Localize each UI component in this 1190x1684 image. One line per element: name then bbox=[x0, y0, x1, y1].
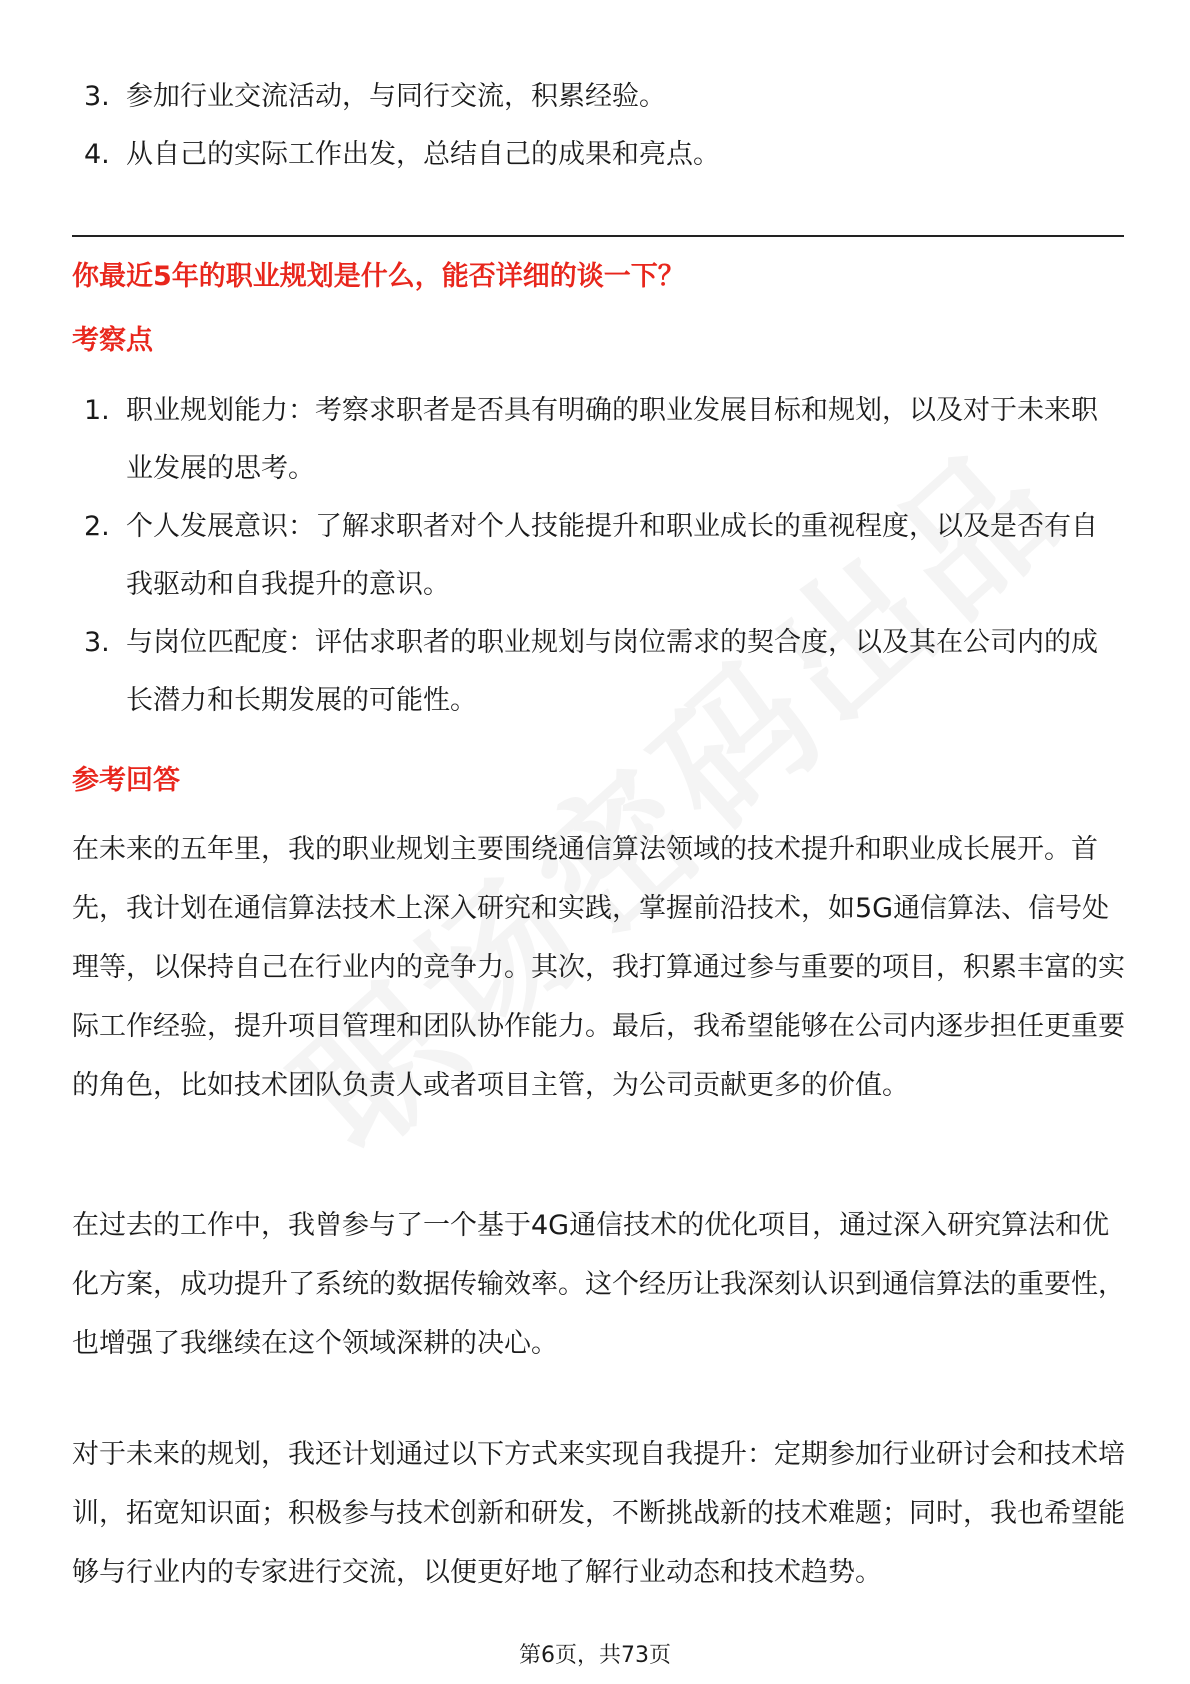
page-number: 第6页，共73页 bbox=[519, 1643, 671, 1668]
list-text: 从自己的实际工作出发，总结自己的成果和亮点。 bbox=[126, 139, 720, 170]
list-item bbox=[72, 614, 1122, 730]
list-number: 2. bbox=[84, 511, 110, 542]
list-item bbox=[72, 498, 1122, 614]
list-text: 个人发展意识：了解求职者对个人技能提升和职业成长的重视程度，以及是否有自我驱动和自我提升的意识。 bbox=[126, 511, 1098, 600]
answer-paragraph: 对于未来的规划，我还计划通过以下方式来实现自我提升：定期参加行业研讨会和技术培训，拓宽知识面；积极参与技术创新和研发，不断挑战新的技术难题；同时，我也希望能够与行业内的专家进行交流，以便更好地了解行业动态和技术趋势。 bbox=[72, 1439, 1125, 1588]
answer-paragraph: 在过去的工作中，我曾参与了一个基于4G通信技术的优化项目，通过深入研究算法和优化方案，成功提升了系统的数据传输效率。这个经历让我深刻认识到通信算法的重要性，也增强了我继续在这个领域深耕的决心。 bbox=[72, 1210, 1125, 1359]
list-item bbox=[72, 126, 1122, 184]
list-item bbox=[72, 382, 1122, 498]
list-text: 职业规划能力：考察求职者是否具有明确的职业发展目标和规划，以及对于未来职业发展的思考。 bbox=[126, 395, 1098, 484]
list-text: 与岗位匹配度：评估求职者的职业规划与岗位需求的契合度，以及其在公司内的成长潜力和长期发展的可能性。 bbox=[126, 627, 1098, 716]
previous-answer-list bbox=[72, 68, 1122, 184]
answer-heading: 参考回答 bbox=[72, 765, 180, 796]
list-number: 3. bbox=[84, 81, 110, 112]
list-number: 3. bbox=[84, 627, 110, 658]
points-heading: 考察点 bbox=[72, 325, 153, 356]
section-divider bbox=[72, 235, 1124, 237]
list-number: 1. bbox=[84, 395, 110, 426]
question-heading: 你最近5年的职业规划是什么，能否详细的谈一下？ bbox=[72, 261, 685, 292]
points-list bbox=[72, 382, 1122, 730]
list-item bbox=[72, 68, 1122, 126]
answer-paragraph: 在未来的五年里，我的职业规划主要围绕通信算法领域的技术提升和职业成长展开。首先，我计划在通信算法技术上深入研究和实践，掌握前沿技术，如5G通信算法、信号处理等，以保持自己在行业内的竞争力。其次，我打算通过参与重要的项目，积累丰富的实际工作经验，提升项目管理和团队协作能力。最后，我希望能够在公司内逐步担任更重要的角色，比如技术团队负责人或者项目主管，为公司贡献更多的价值。 bbox=[72, 834, 1125, 1101]
list-text: 参加行业交流活动，与同行交流，积累经验。 bbox=[126, 81, 666, 112]
list-number: 4. bbox=[84, 139, 110, 170]
